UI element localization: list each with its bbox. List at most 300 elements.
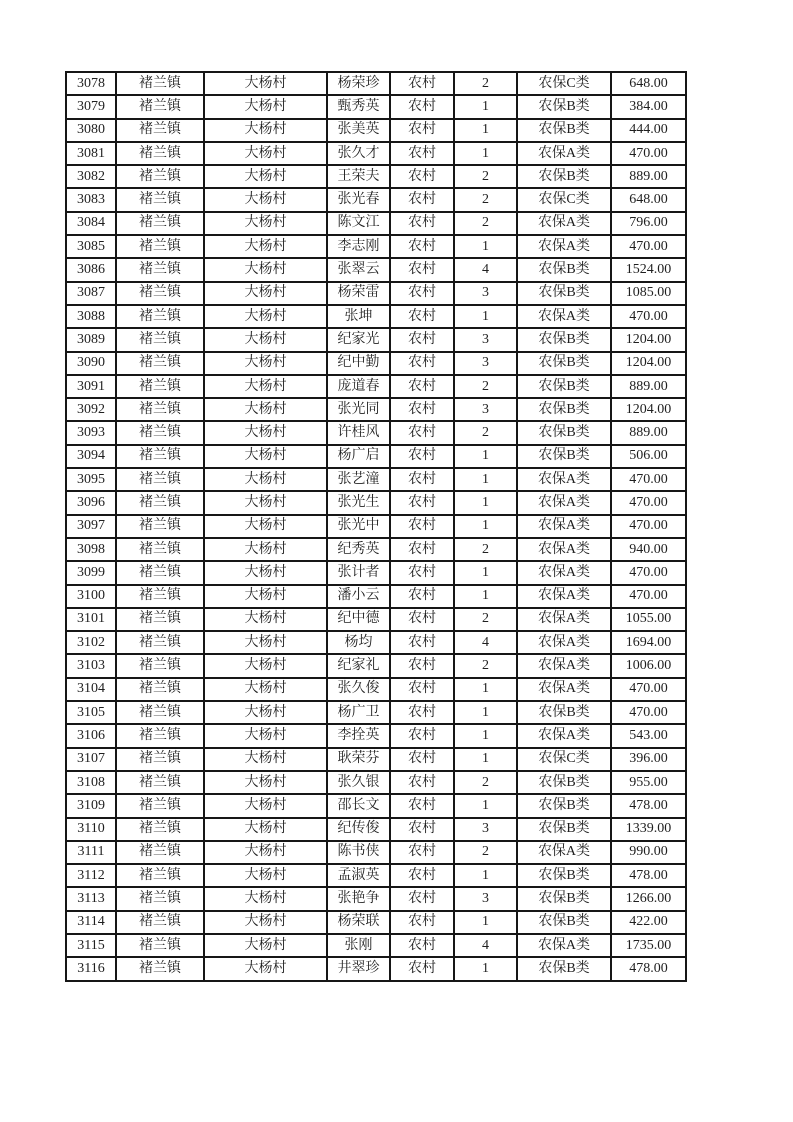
cell-serial: 3081 [66,142,116,165]
cell-village: 大杨村 [204,864,327,887]
cell-amount: 506.00 [611,445,686,468]
cell-category: 农村 [390,794,454,817]
cell-amount: 940.00 [611,538,686,561]
cell-person-name: 李志刚 [327,235,390,258]
cell-insurance-type: 农保A类 [517,585,611,608]
cell-insurance-type: 农保B类 [517,957,611,980]
cell-town: 褚兰镇 [116,491,204,514]
cell-person-name: 张计者 [327,561,390,584]
table-row [66,212,686,235]
cell-amount: 478.00 [611,794,686,817]
cell-town: 褚兰镇 [116,818,204,841]
cell-amount: 889.00 [611,375,686,398]
cell-amount: 1339.00 [611,818,686,841]
cell-village: 大杨村 [204,818,327,841]
cell-village: 大杨村 [204,724,327,747]
cell-category: 农村 [390,701,454,724]
cell-serial: 3083 [66,188,116,211]
cell-town: 褚兰镇 [116,585,204,608]
cell-person-name: 张久银 [327,771,390,794]
cell-category: 农村 [390,608,454,631]
cell-amount: 470.00 [611,305,686,328]
cell-person-name: 陈文江 [327,212,390,235]
cell-person-count: 1 [454,585,517,608]
cell-town: 褚兰镇 [116,95,204,118]
cell-insurance-type: 农保B类 [517,165,611,188]
cell-serial: 3086 [66,258,116,281]
cell-category: 农村 [390,95,454,118]
cell-village: 大杨村 [204,561,327,584]
cell-amount: 1204.00 [611,398,686,421]
cell-category: 农村 [390,305,454,328]
cell-insurance-type: 农保A类 [517,235,611,258]
cell-serial: 3084 [66,212,116,235]
table-row [66,142,686,165]
table-row [66,841,686,864]
cell-amount: 470.00 [611,515,686,538]
cell-person-count: 3 [454,887,517,910]
cell-amount: 470.00 [611,678,686,701]
cell-person-count: 1 [454,864,517,887]
cell-insurance-type: 农保A类 [517,654,611,677]
cell-person-name: 杨荣珍 [327,72,390,95]
cell-person-name: 杨均 [327,631,390,654]
cell-town: 褚兰镇 [116,538,204,561]
cell-insurance-type: 农保B类 [517,445,611,468]
cell-serial: 3096 [66,491,116,514]
table-row [66,119,686,142]
cell-village: 大杨村 [204,165,327,188]
cell-category: 农村 [390,515,454,538]
table-row [66,724,686,747]
cell-person-count: 1 [454,515,517,538]
cell-person-name: 张艺潼 [327,468,390,491]
cell-person-name: 张艳争 [327,887,390,910]
cell-person-name: 杨广启 [327,445,390,468]
cell-serial: 3089 [66,328,116,351]
cell-person-count: 1 [454,445,517,468]
cell-person-name: 甄秀英 [327,95,390,118]
cell-category: 农村 [390,654,454,677]
cell-serial: 3082 [66,165,116,188]
cell-town: 褚兰镇 [116,468,204,491]
data-table [65,71,687,982]
cell-serial: 3101 [66,608,116,631]
cell-category: 农村 [390,538,454,561]
cell-insurance-type: 农保A类 [517,515,611,538]
table-row [66,957,686,980]
table-row [66,654,686,677]
cell-serial: 3108 [66,771,116,794]
table-row [66,585,686,608]
cell-category: 农村 [390,421,454,444]
cell-serial: 3099 [66,561,116,584]
cell-person-count: 2 [454,72,517,95]
table-row [66,352,686,375]
cell-village: 大杨村 [204,188,327,211]
cell-village: 大杨村 [204,352,327,375]
cell-category: 农村 [390,212,454,235]
cell-person-count: 2 [454,165,517,188]
cell-insurance-type: 农保A类 [517,468,611,491]
cell-serial: 3085 [66,235,116,258]
cell-person-count: 1 [454,305,517,328]
cell-category: 农村 [390,445,454,468]
cell-serial: 3098 [66,538,116,561]
cell-person-name: 耿荣芬 [327,748,390,771]
cell-insurance-type: 农保B类 [517,421,611,444]
cell-category: 农村 [390,748,454,771]
cell-amount: 470.00 [611,235,686,258]
cell-town: 褚兰镇 [116,142,204,165]
cell-category: 农村 [390,561,454,584]
cell-person-name: 井翠珍 [327,957,390,980]
cell-town: 褚兰镇 [116,421,204,444]
cell-person-name: 李拴英 [327,724,390,747]
cell-category: 农村 [390,724,454,747]
table-row [66,794,686,817]
cell-category: 农村 [390,119,454,142]
cell-village: 大杨村 [204,95,327,118]
cell-village: 大杨村 [204,631,327,654]
cell-village: 大杨村 [204,957,327,980]
table-row [66,911,686,934]
cell-insurance-type: 农保A类 [517,561,611,584]
cell-person-count: 1 [454,794,517,817]
cell-person-name: 杨荣雷 [327,282,390,305]
cell-town: 褚兰镇 [116,608,204,631]
cell-category: 农村 [390,165,454,188]
cell-serial: 3095 [66,468,116,491]
cell-town: 褚兰镇 [116,328,204,351]
table-row [66,165,686,188]
cell-amount: 1055.00 [611,608,686,631]
cell-insurance-type: 农保C类 [517,72,611,95]
cell-town: 褚兰镇 [116,235,204,258]
cell-insurance-type: 农保A类 [517,608,611,631]
cell-amount: 470.00 [611,701,686,724]
cell-person-count: 2 [454,538,517,561]
table-row [66,95,686,118]
cell-serial: 3102 [66,631,116,654]
cell-person-count: 3 [454,352,517,375]
cell-village: 大杨村 [204,654,327,677]
cell-serial: 3079 [66,95,116,118]
cell-village: 大杨村 [204,119,327,142]
cell-town: 褚兰镇 [116,119,204,142]
cell-town: 褚兰镇 [116,445,204,468]
cell-insurance-type: 农保B类 [517,911,611,934]
cell-insurance-type: 农保B类 [517,398,611,421]
cell-person-name: 纪家光 [327,328,390,351]
cell-amount: 1694.00 [611,631,686,654]
cell-insurance-type: 农保B类 [517,701,611,724]
cell-category: 农村 [390,282,454,305]
table-row [66,328,686,351]
cell-serial: 3112 [66,864,116,887]
cell-village: 大杨村 [204,491,327,514]
cell-category: 农村 [390,585,454,608]
cell-amount: 470.00 [611,585,686,608]
cell-person-name: 王荣夫 [327,165,390,188]
cell-person-count: 1 [454,491,517,514]
cell-village: 大杨村 [204,608,327,631]
cell-town: 褚兰镇 [116,841,204,864]
cell-serial: 3088 [66,305,116,328]
table-row [66,188,686,211]
cell-town: 褚兰镇 [116,911,204,934]
cell-category: 农村 [390,841,454,864]
cell-category: 农村 [390,398,454,421]
cell-insurance-type: 农保A类 [517,678,611,701]
cell-serial: 3110 [66,818,116,841]
table-row [66,515,686,538]
cell-category: 农村 [390,72,454,95]
cell-amount: 422.00 [611,911,686,934]
cell-amount: 1524.00 [611,258,686,281]
table-row [66,887,686,910]
cell-town: 褚兰镇 [116,957,204,980]
cell-amount: 889.00 [611,165,686,188]
cell-town: 褚兰镇 [116,678,204,701]
cell-town: 褚兰镇 [116,305,204,328]
table-row [66,678,686,701]
cell-serial: 3097 [66,515,116,538]
cell-amount: 478.00 [611,864,686,887]
cell-person-count: 2 [454,188,517,211]
cell-category: 农村 [390,491,454,514]
cell-insurance-type: 农保B类 [517,818,611,841]
cell-insurance-type: 农保A类 [517,724,611,747]
cell-person-name: 张光生 [327,491,390,514]
cell-amount: 1735.00 [611,934,686,957]
cell-serial: 3115 [66,934,116,957]
cell-category: 农村 [390,957,454,980]
cell-serial: 3093 [66,421,116,444]
cell-person-name: 杨广卫 [327,701,390,724]
cell-insurance-type: 农保B类 [517,794,611,817]
cell-person-count: 3 [454,282,517,305]
cell-serial: 3087 [66,282,116,305]
cell-village: 大杨村 [204,142,327,165]
cell-insurance-type: 农保B类 [517,282,611,305]
cell-town: 褚兰镇 [116,771,204,794]
table-row [66,608,686,631]
cell-amount: 990.00 [611,841,686,864]
cell-serial: 3104 [66,678,116,701]
cell-person-count: 1 [454,95,517,118]
cell-person-count: 1 [454,468,517,491]
cell-town: 褚兰镇 [116,282,204,305]
table-row [66,258,686,281]
cell-person-count: 1 [454,561,517,584]
cell-village: 大杨村 [204,72,327,95]
cell-town: 褚兰镇 [116,701,204,724]
cell-person-name: 纪秀英 [327,538,390,561]
cell-amount: 955.00 [611,771,686,794]
cell-person-count: 4 [454,631,517,654]
cell-category: 农村 [390,468,454,491]
cell-person-name: 纪家礼 [327,654,390,677]
cell-person-count: 1 [454,748,517,771]
cell-amount: 396.00 [611,748,686,771]
cell-person-count: 1 [454,142,517,165]
cell-amount: 1204.00 [611,352,686,375]
cell-insurance-type: 农保A类 [517,491,611,514]
cell-person-name: 张光春 [327,188,390,211]
cell-category: 农村 [390,258,454,281]
cell-person-name: 潘小云 [327,585,390,608]
cell-insurance-type: 农保C类 [517,188,611,211]
cell-insurance-type: 农保B类 [517,771,611,794]
cell-category: 农村 [390,678,454,701]
cell-insurance-type: 农保B类 [517,119,611,142]
cell-person-count: 2 [454,375,517,398]
cell-insurance-type: 农保B类 [517,95,611,118]
cell-person-name: 张光同 [327,398,390,421]
cell-town: 褚兰镇 [116,352,204,375]
cell-village: 大杨村 [204,887,327,910]
cell-person-name: 张坤 [327,305,390,328]
cell-person-name: 张久俊 [327,678,390,701]
cell-person-name: 杨荣联 [327,911,390,934]
cell-serial: 3078 [66,72,116,95]
cell-category: 农村 [390,887,454,910]
cell-village: 大杨村 [204,375,327,398]
cell-category: 农村 [390,864,454,887]
cell-category: 农村 [390,188,454,211]
cell-village: 大杨村 [204,678,327,701]
table-row [66,468,686,491]
table-row [66,538,686,561]
cell-amount: 470.00 [611,491,686,514]
cell-insurance-type: 农保B类 [517,375,611,398]
cell-village: 大杨村 [204,212,327,235]
cell-town: 褚兰镇 [116,561,204,584]
cell-village: 大杨村 [204,421,327,444]
cell-village: 大杨村 [204,305,327,328]
cell-person-count: 2 [454,421,517,444]
table-row [66,934,686,957]
cell-town: 褚兰镇 [116,188,204,211]
cell-person-name: 许桂风 [327,421,390,444]
cell-person-count: 1 [454,678,517,701]
cell-category: 农村 [390,631,454,654]
cell-insurance-type: 农保A类 [517,305,611,328]
cell-village: 大杨村 [204,282,327,305]
cell-village: 大杨村 [204,771,327,794]
cell-serial: 3106 [66,724,116,747]
cell-person-count: 2 [454,771,517,794]
cell-town: 褚兰镇 [116,165,204,188]
cell-person-count: 1 [454,701,517,724]
cell-insurance-type: 农保B类 [517,328,611,351]
cell-insurance-type: 农保A类 [517,934,611,957]
cell-insurance-type: 农保B类 [517,352,611,375]
cell-person-count: 1 [454,957,517,980]
cell-person-count: 2 [454,212,517,235]
table-row [66,235,686,258]
cell-amount: 543.00 [611,724,686,747]
cell-village: 大杨村 [204,841,327,864]
cell-amount: 444.00 [611,119,686,142]
cell-person-name: 邵长文 [327,794,390,817]
cell-insurance-type: 农保A类 [517,841,611,864]
cell-person-count: 2 [454,654,517,677]
table-row [66,72,686,95]
cell-amount: 470.00 [611,142,686,165]
cell-amount: 648.00 [611,72,686,95]
cell-person-count: 2 [454,841,517,864]
cell-insurance-type: 农保A类 [517,212,611,235]
cell-town: 褚兰镇 [116,887,204,910]
cell-person-count: 4 [454,934,517,957]
cell-person-count: 1 [454,911,517,934]
cell-person-name: 纪中德 [327,608,390,631]
cell-category: 农村 [390,352,454,375]
cell-serial: 3114 [66,911,116,934]
cell-serial: 3113 [66,887,116,910]
cell-person-name: 纪传俊 [327,818,390,841]
cell-person-name: 孟淑英 [327,864,390,887]
cell-person-name: 张光中 [327,515,390,538]
cell-insurance-type: 农保A类 [517,631,611,654]
cell-amount: 470.00 [611,468,686,491]
cell-person-name: 张美英 [327,119,390,142]
cell-category: 农村 [390,934,454,957]
cell-serial: 3091 [66,375,116,398]
cell-village: 大杨村 [204,328,327,351]
table-row [66,282,686,305]
table-row [66,748,686,771]
cell-person-name: 陈书侠 [327,841,390,864]
cell-serial: 3109 [66,794,116,817]
cell-town: 褚兰镇 [116,794,204,817]
cell-amount: 384.00 [611,95,686,118]
cell-amount: 1006.00 [611,654,686,677]
cell-amount: 1266.00 [611,887,686,910]
cell-category: 农村 [390,375,454,398]
cell-person-name: 纪中勤 [327,352,390,375]
cell-serial: 3092 [66,398,116,421]
cell-serial: 3107 [66,748,116,771]
cell-serial: 3080 [66,119,116,142]
cell-person-count: 1 [454,724,517,747]
table-row [66,491,686,514]
cell-serial: 3116 [66,957,116,980]
cell-town: 褚兰镇 [116,72,204,95]
table-row [66,701,686,724]
cell-town: 褚兰镇 [116,631,204,654]
cell-town: 褚兰镇 [116,515,204,538]
cell-serial: 3100 [66,585,116,608]
cell-insurance-type: 农保B类 [517,258,611,281]
cell-amount: 796.00 [611,212,686,235]
cell-town: 褚兰镇 [116,212,204,235]
cell-village: 大杨村 [204,585,327,608]
table-row [66,818,686,841]
cell-village: 大杨村 [204,748,327,771]
cell-village: 大杨村 [204,445,327,468]
table-row [66,631,686,654]
cell-person-count: 3 [454,398,517,421]
cell-village: 大杨村 [204,258,327,281]
cell-person-name: 张刚 [327,934,390,957]
cell-village: 大杨村 [204,934,327,957]
cell-person-count: 3 [454,818,517,841]
cell-person-count: 2 [454,608,517,631]
cell-person-name: 庞道春 [327,375,390,398]
